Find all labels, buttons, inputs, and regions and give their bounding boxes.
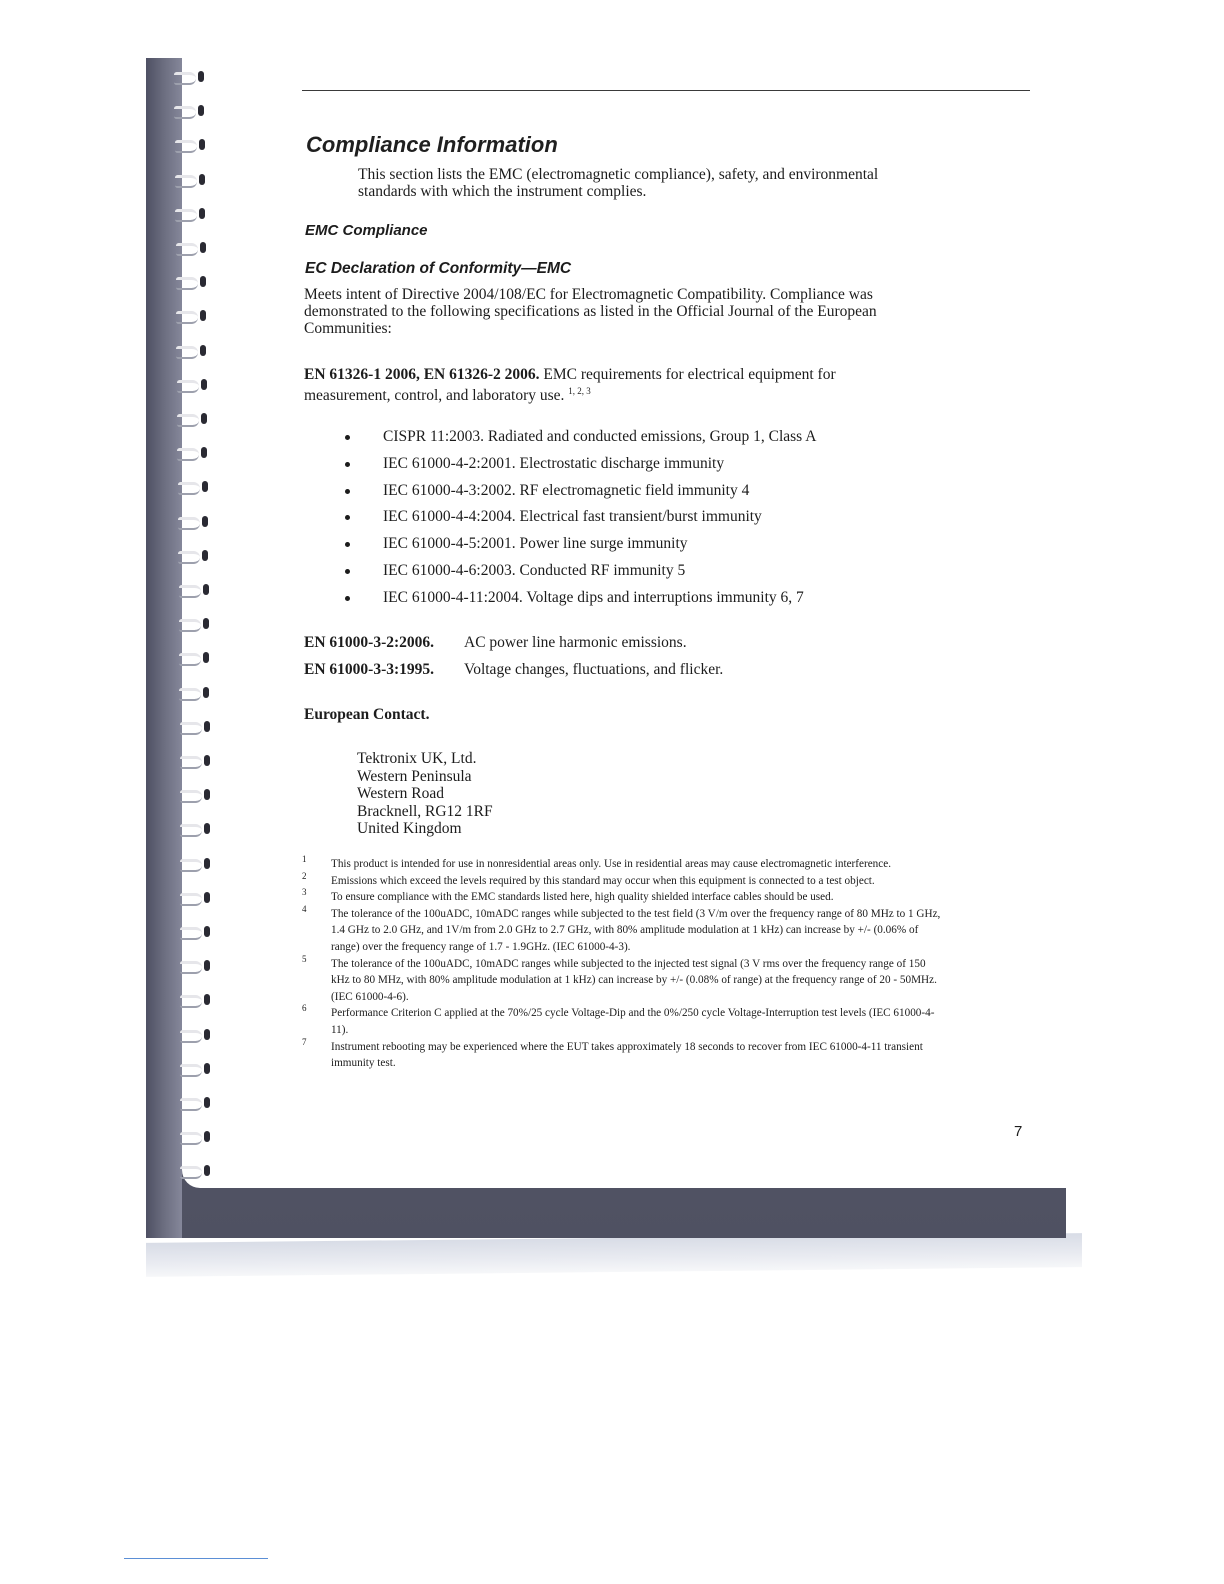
en-standard-text: AC power line harmonic emissions. xyxy=(464,634,687,651)
binding-ring xyxy=(164,549,210,563)
page-number: 7 xyxy=(1014,1123,1023,1140)
binding-ring xyxy=(164,515,210,529)
list-item: CISPR 11:2003. Radiated and conducted emissions, Group 1, Class A xyxy=(340,428,816,455)
contact-address xyxy=(357,750,493,838)
footnote xyxy=(302,953,944,1006)
footnotes xyxy=(302,856,944,1072)
en-standard-code: EN 61000-3-3:1995. xyxy=(304,661,435,678)
address-line: Tektronix UK, Ltd. xyxy=(357,750,477,767)
list-item: IEC 61000-4-11:2004. Voltage dips and interruptions immunity 6, 7 xyxy=(340,589,816,616)
binding-ring xyxy=(166,720,212,734)
standard-lead-text: EMC requirements for electrical equipment for measurement, control, and laboratory use. xyxy=(304,366,836,405)
binding-ring xyxy=(166,754,212,768)
emc-heading: EMC Compliance xyxy=(305,222,428,239)
binding-ring xyxy=(162,344,208,358)
binding-ring xyxy=(163,446,209,460)
standard-lead xyxy=(304,366,904,404)
binding-ring xyxy=(166,788,212,802)
binding-ring xyxy=(165,617,211,631)
footnote xyxy=(302,870,944,890)
en-standard-row xyxy=(304,661,723,679)
binding-ring xyxy=(164,480,210,494)
footnote xyxy=(302,889,944,906)
footnote-text: Performance Criterion C applied at the 70%/25 cycle Voltage-Dip and the 0%/250 cycle Voltage-Interruption test levels (IEC 61000-4-11). xyxy=(331,1007,935,1036)
list-item: IEC 61000-4-5:2001. Power line surge immunity xyxy=(340,535,816,562)
contact-heading: European Contact. xyxy=(304,706,430,723)
binding-ring xyxy=(165,651,211,665)
footnote-text: Emissions which exceed the levels required by this standard may occur when this equipment is connected to a test object. xyxy=(331,874,875,887)
binding-ring xyxy=(161,138,207,152)
footnote-text: This product is intended for use in nonresidential areas only. Use in residential areas may cause electromagnetic interference. xyxy=(331,858,891,870)
binding-ring xyxy=(165,583,211,597)
address-line: Western Peninsula xyxy=(357,767,472,785)
footnote xyxy=(302,856,944,873)
footnote-text: The tolerance of the 100uADC, 10mADC ranges while subjected to the test field (3 V/m over the frequency range of 80 MHz to 1 GHz, 1.4 GHz to 2.0 GHz, and 1V/m from 2.0 GHz to 2.7 GHz, with 80% amplitude modulation at 1 kHz) can increase by +/- (0.06% of range) over the frequency range of 1.7 - 1.9GHz. (IEC 61000-4-3). xyxy=(331,907,941,953)
address-line: United Kingdom xyxy=(357,820,462,838)
bottom-rule xyxy=(124,1558,268,1559)
footnote-number: 4 xyxy=(302,903,307,914)
standards-list xyxy=(340,428,816,616)
footnote-number: 2 xyxy=(302,870,307,881)
binding-ring xyxy=(160,104,206,118)
standard-lead-refs: 1, 2, 3 xyxy=(568,386,591,396)
binding-ring xyxy=(166,857,212,871)
binding-ring xyxy=(166,1164,212,1178)
binding-ring xyxy=(166,925,212,939)
address-line: Bracknell, RG12 1RF xyxy=(357,802,493,820)
binding-ring xyxy=(166,1062,212,1076)
footnote-number: 3 xyxy=(302,887,307,898)
list-item: IEC 61000-4-2:2001. Electrostatic discharge immunity xyxy=(340,455,816,482)
footnote-text: Instrument rebooting may be experienced where the EUT takes approximately 18 seconds to recover from IEC 61000-4-11 transient immunity test. xyxy=(331,1040,923,1070)
binding-ring xyxy=(161,207,207,221)
footnote xyxy=(302,1005,944,1038)
en-standard-code: EN 61000-3-2:2006. xyxy=(304,634,435,651)
binding-ring xyxy=(160,70,206,84)
standard-lead-codes: EN 61326-1 2006, EN 61326-2 2006. xyxy=(304,366,540,383)
binding-ring xyxy=(165,686,211,700)
footnote-number: 1 xyxy=(302,854,307,864)
binding-ring xyxy=(163,378,209,392)
binding-ring xyxy=(163,412,209,426)
list-item: IEC 61000-4-6:2003. Conducted RF immunity 5 xyxy=(340,562,816,589)
binding-ring xyxy=(166,959,212,973)
intro-text: This section lists the EMC (electromagnetic compliance), safety, and environmental standards with which the instrument complies. xyxy=(358,166,879,200)
section-title: Compliance Information xyxy=(306,132,558,157)
declaration-text: Meets intent of Directive 2004/108/EC for Electromagnetic Compatibility. Compliance was demonstrated to the following specifications as listed in the Official Journal of the European Communities: xyxy=(304,286,877,337)
footnote-number: 7 xyxy=(302,1036,307,1047)
address-line: Western Road xyxy=(357,785,444,803)
binding-ring xyxy=(166,891,212,905)
header-rule xyxy=(302,90,1030,91)
footnote-number: 5 xyxy=(302,953,307,964)
footnote-number: 6 xyxy=(302,1003,307,1014)
binding-ring xyxy=(166,1096,212,1110)
binding-ring xyxy=(166,993,212,1007)
footnote-text: The tolerance of the 100uADC, 10mADC ranges while subjected to the injected test signal (3 V rms over the frequency range of 150 kHz to 80 MHz, with 80% amplitude modulation at 1 kHz) can increase by +/- (0.08% of range) at the frequency range of 20 - 50MHz. (IEC 61000-4-6). xyxy=(331,957,937,1003)
list-item: IEC 61000-4-3:2002. RF electromagnetic field immunity 4 xyxy=(340,482,816,509)
en-standard-row xyxy=(304,634,687,652)
binding-ring xyxy=(162,241,208,255)
binding-ring xyxy=(162,275,208,289)
footnote-text: To ensure compliance with the EMC standards listed here, high quality shielded interface cables should be used. xyxy=(331,891,834,904)
footnote xyxy=(302,1036,944,1072)
declaration-heading: EC Declaration of Conformity—EMC xyxy=(305,260,572,277)
footnote xyxy=(302,903,944,956)
scan-shadow xyxy=(146,1233,1082,1277)
binding-ring xyxy=(166,822,212,836)
en-standard-text: Voltage changes, fluctuations, and flicker. xyxy=(464,661,724,678)
binding-ring xyxy=(162,309,208,323)
binding-ring xyxy=(166,1028,212,1042)
binding-ring xyxy=(161,173,207,187)
list-item: IEC 61000-4-4:2004. Electrical fast transient/burst immunity xyxy=(340,508,816,535)
binding-ring xyxy=(166,1130,212,1144)
